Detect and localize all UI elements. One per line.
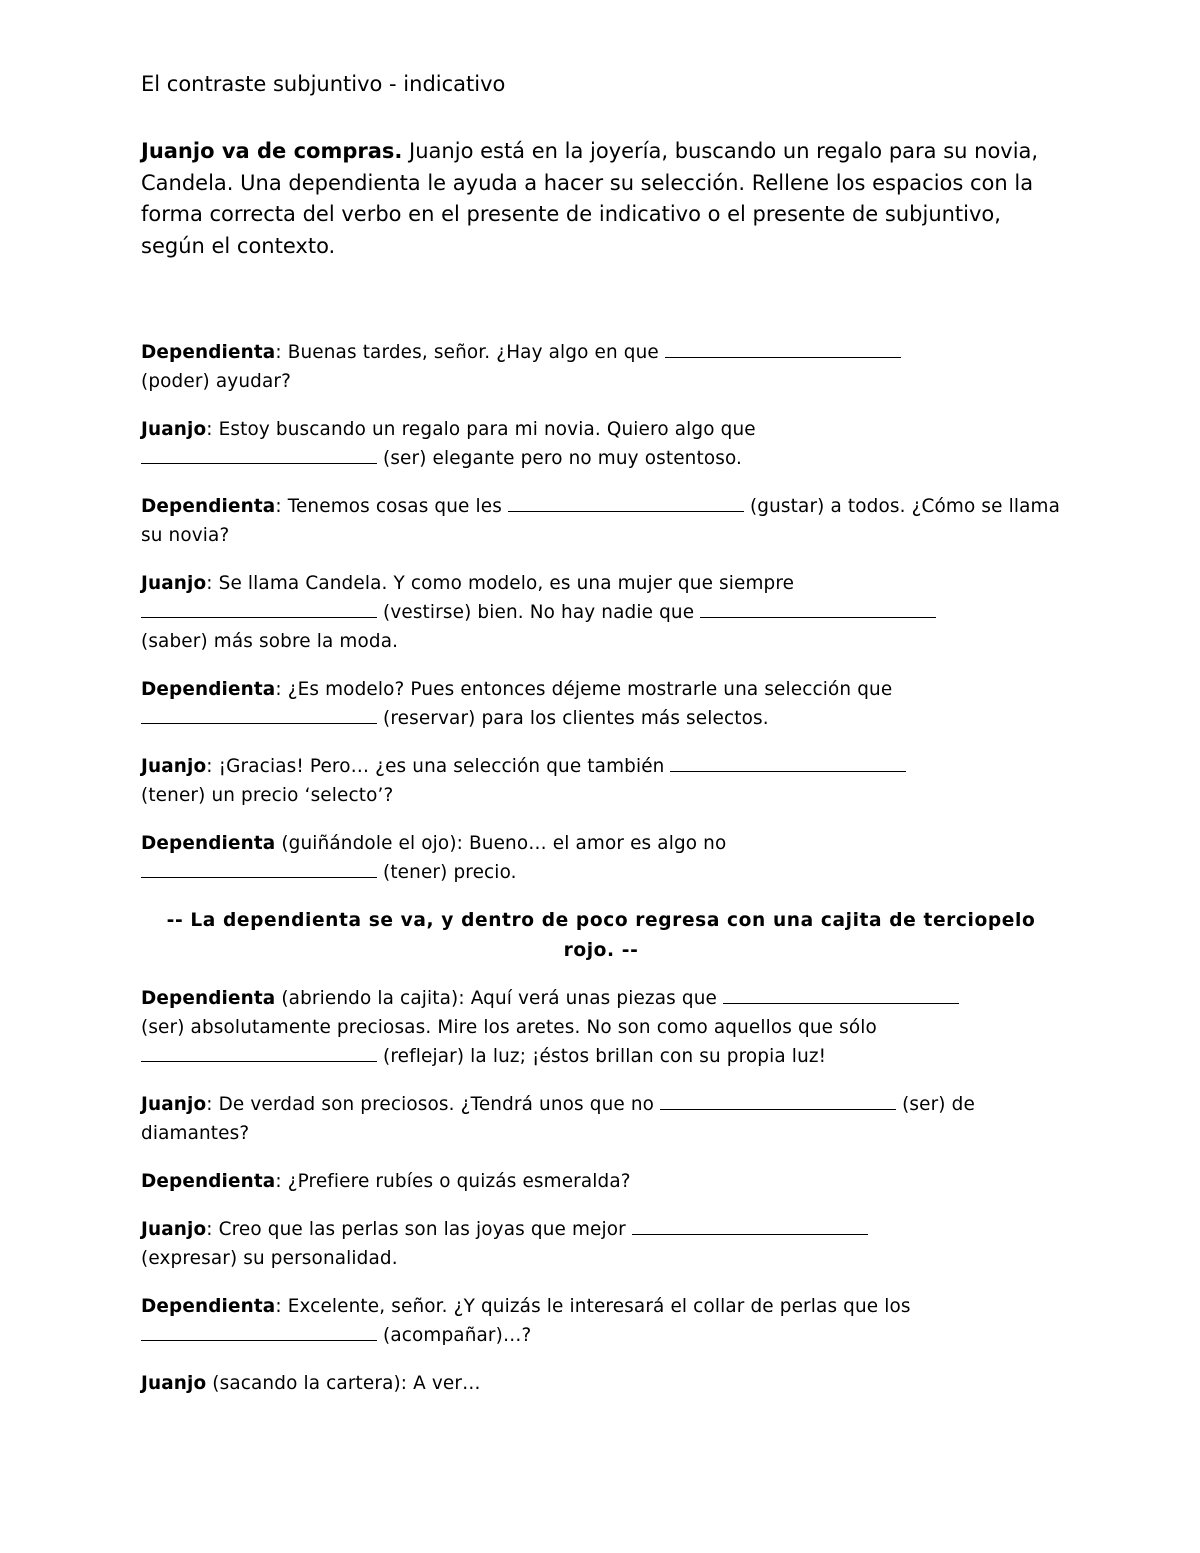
dialogue-line: [141, 752, 1061, 810]
document-title: El contraste subjuntivo - indicativo: [141, 72, 506, 96]
speaker-name: Dependienta: [141, 833, 276, 854]
answer-blank[interactable]: [723, 985, 959, 1004]
stage-direction: -- La dependienta se va, y dentro de poco regresa con una cajita de terciopelo rojo. --: [166, 910, 1036, 961]
dialogue-text: (ser) de diamantes?: [141, 1094, 975, 1144]
answer-blank[interactable]: [141, 705, 377, 724]
speaker-name: Dependienta: [141, 988, 276, 1009]
speaker-name: Dependienta: [141, 1171, 276, 1192]
dialogue-text: : ¡Gracias! Pero… ¿es una selección que también: [206, 756, 671, 777]
dialogue-text: : Buenas tardes, señor. ¿Hay algo en que: [275, 342, 665, 363]
dialogue-line: [141, 675, 1061, 733]
dialogue-text: (tener) precio.: [377, 862, 517, 883]
dialogue-line: [141, 1167, 1061, 1196]
dialogue-text: : Se llama Candela. Y como modelo, es una mujer que siempre: [206, 573, 795, 594]
intro-heading: Juanjo va de compras.: [141, 139, 403, 163]
dialogue-line: [141, 492, 1061, 550]
document-page: [141, 68, 1061, 1417]
dialogue-line: [141, 415, 1061, 473]
speaker-name: Juanjo: [141, 1373, 207, 1394]
dialogue-text: (gustar) a todos. ¿Cómo se llama su novia?: [141, 496, 1060, 546]
speaker-name: Dependienta: [141, 679, 276, 700]
dialogue-text: : Tenemos cosas que les: [275, 496, 508, 517]
dialogue-line: [141, 338, 1061, 396]
speaker-name: Dependienta: [141, 1296, 276, 1317]
dialogue-line: [141, 569, 1061, 656]
answer-blank[interactable]: [141, 1322, 377, 1341]
speaker-name: Dependienta: [141, 496, 276, 517]
dialogue-text: : De verdad son preciosos. ¿Tendrá unos que no: [206, 1094, 661, 1115]
dialogue-text: : Estoy buscando un regalo para mi novia. Quiero algo que: [206, 419, 756, 440]
dialogue-line: [141, 1215, 1061, 1273]
dialogue-line: [141, 1369, 1061, 1398]
dialogue-text: (saber) más sobre la moda.: [141, 631, 399, 652]
dialogue-text: (acompañar)…?: [377, 1325, 532, 1346]
dialogue-text: : Excelente, señor. ¿Y quizás le interesará el collar de perlas que los: [275, 1296, 911, 1317]
dialogue-text: (guiñándole el ojo): Bueno… el amor es algo no: [275, 833, 727, 854]
dialogue-text: (tener) un precio ‘selecto’?: [141, 785, 394, 806]
answer-blank[interactable]: [141, 445, 377, 464]
dialogue-line: [141, 829, 1061, 887]
dialogue-text: (expresar) su personalidad.: [141, 1248, 398, 1269]
dialogue-text: (abriendo la cajita): Aquí verá unas piezas que: [275, 988, 723, 1009]
speaker-name: Juanjo: [141, 1219, 207, 1240]
speaker-name: Dependienta: [141, 342, 276, 363]
answer-blank[interactable]: [670, 753, 906, 772]
dialogue-text: (reflejar) la luz; ¡éstos brillan con su propia luz!: [377, 1046, 827, 1067]
dialogue-text: (ser) elegante pero no muy ostentoso.: [377, 448, 743, 469]
answer-blank[interactable]: [508, 493, 744, 512]
answer-blank[interactable]: [141, 599, 377, 618]
dialogue-line: [141, 1292, 1061, 1350]
dialogue-text: (ser) absolutamente preciosas. Mire los aretes. No son como aquellos que sólo: [141, 1017, 877, 1038]
answer-blank[interactable]: [665, 339, 901, 358]
dialogue-text: (poder) ayudar?: [141, 371, 291, 392]
dialogue-line: [141, 984, 1061, 1071]
answer-blank[interactable]: [660, 1091, 896, 1110]
dialogue-line: [141, 1090, 1061, 1148]
dialogue-text: : ¿Prefiere rubíes o quizás esmeralda?: [275, 1171, 631, 1192]
dialogue-text: (vestirse) bien. No hay nadie que: [377, 602, 701, 623]
speaker-name: Juanjo: [141, 1094, 207, 1115]
speaker-name: Juanjo: [141, 419, 207, 440]
intro-text: Juanjo está en la joyería, buscando un regalo para su novia, Candela. Una dependienta le ayuda a hacer su selección. Rellene los espacios con la forma correcta del verbo en el presente de indicativo o el presente de subjuntivo, según el contexto.: [141, 139, 1039, 258]
dialogue-text: (reservar) para los clientes más selectos.: [377, 708, 769, 729]
dialogue-text: : ¿Es modelo? Pues entonces déjeme mostrarle una selección que: [275, 679, 893, 700]
dialogue-text: (sacando la cartera): A ver…: [206, 1373, 481, 1394]
speaker-name: Juanjo: [141, 756, 207, 777]
dialogue-text: : Creo que las perlas son las joyas que mejor: [206, 1219, 632, 1240]
answer-blank[interactable]: [141, 1043, 377, 1062]
answer-blank[interactable]: [632, 1216, 868, 1235]
speaker-name: Juanjo: [141, 573, 207, 594]
answer-blank[interactable]: [700, 599, 936, 618]
intro-paragraph: [141, 136, 1061, 262]
answer-blank[interactable]: [141, 859, 377, 878]
